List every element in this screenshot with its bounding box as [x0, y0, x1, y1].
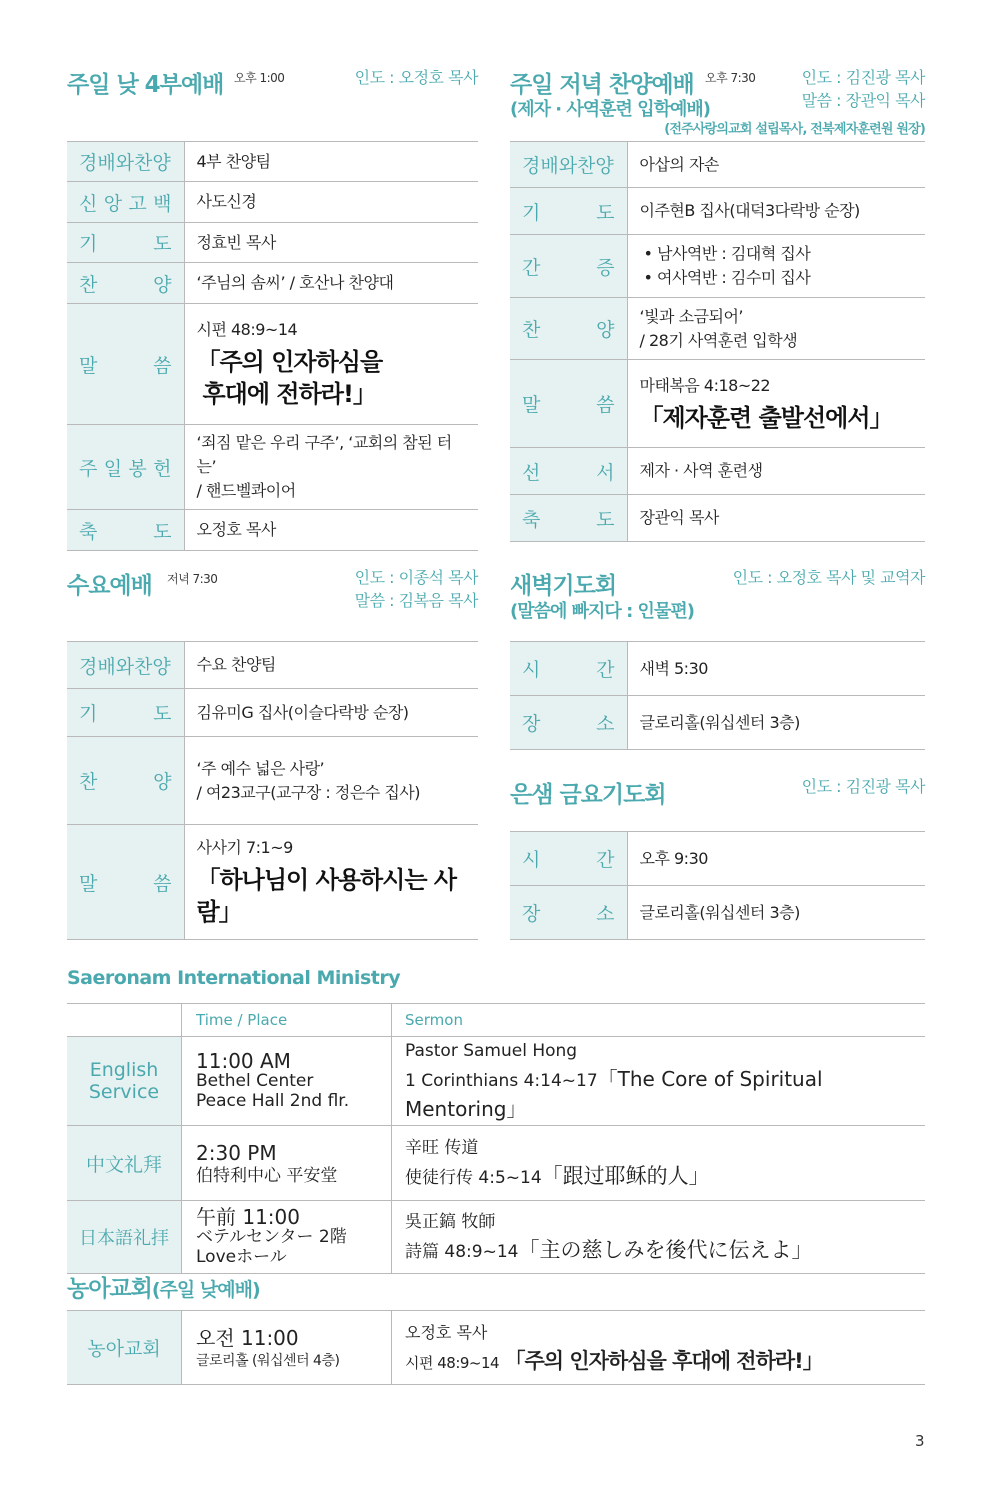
table-row — [67, 304, 478, 425]
table-row — [510, 298, 925, 360]
friday-title: 은샘 금요기도회 — [510, 782, 666, 808]
sunday-4th-table — [67, 141, 478, 551]
table-row — [67, 1037, 925, 1126]
row-label: 선 서 — [510, 448, 627, 495]
table-row — [67, 1311, 925, 1385]
row-value — [184, 425, 478, 510]
row-label: 간 증 — [510, 235, 627, 298]
sunday-evening-title: 주일 저녁 찬양예배 — [510, 72, 694, 98]
sermon-title: 「The Core of Spiritual Mentoring」 — [405, 1067, 823, 1121]
row-label: 주 일 봉 헌 — [67, 425, 184, 510]
page-number: 3 — [915, 1432, 925, 1450]
praise-performer: / 28기 사역훈련 입학생 — [639, 330, 798, 350]
praise-song: ‘빛과 소금되어’ — [639, 306, 743, 326]
dawn-title: 새벽기도회 — [510, 573, 617, 599]
row-value: 오정호 목사 — [184, 510, 478, 551]
time-place: 午前 11:00 ベテルセンター 2階 Loveホール — [182, 1201, 392, 1274]
sermon-cell — [184, 825, 478, 940]
row-value: 글로리홀(워십센터 3층) — [627, 886, 925, 940]
table-row — [510, 696, 925, 750]
table-row — [67, 425, 478, 510]
sermon-info: 오정호 목사 시편 48:9~14 「주의 인자하심을 후대에 전하라!」 — [392, 1311, 926, 1385]
sermon-info: Pastor Samuel Hong 1 Corinthians 4:14~17「The Core of Spiritual Mentoring」 — [392, 1037, 926, 1126]
row-value: 김유미G 집사(이슬다락방 순장) — [184, 689, 478, 737]
sunday-evening-table — [510, 141, 925, 542]
table-row — [67, 1201, 925, 1274]
wednesday-time: 저녁 7:30 — [167, 572, 218, 586]
wednesday-table — [67, 641, 478, 940]
table-row — [67, 737, 478, 825]
table-row — [67, 223, 478, 263]
time-place: 2:30 PM 伯特利中心 平安堂 — [182, 1126, 392, 1201]
intl-header-row — [67, 1004, 925, 1037]
table-row — [510, 832, 925, 886]
table-row — [67, 825, 478, 940]
row-label: 경배와찬양 — [67, 642, 184, 689]
table-row — [510, 448, 925, 495]
deaf-church-table — [67, 1310, 925, 1385]
table-row — [510, 235, 925, 298]
sermon-title: 「跟过耶稣的人」 — [541, 1164, 710, 1188]
row-value — [627, 235, 925, 298]
sermon-info: 吳正鎬 牧師 詩篇 48:9~14「主の慈しみを後代に伝えよ」 — [392, 1201, 926, 1274]
row-label: 말 씀 — [67, 825, 184, 940]
row-value: 수요 찬양팀 — [184, 642, 478, 689]
time-place: 11:00 AM Bethel Center Peace Hall 2nd flr. — [182, 1037, 392, 1126]
row-label: 말 씀 — [67, 304, 184, 425]
offering-hymns: ‘죄짐 맡은 우리 구주’, ‘교회의 참된 터는’ — [196, 433, 452, 476]
sermon-title-line2: 후대에 전하라!」 — [202, 380, 376, 408]
row-value: 제자 · 사역 훈련생 — [627, 448, 925, 495]
table-row — [510, 142, 925, 188]
wednesday-title: 수요예배 — [67, 573, 152, 599]
row-value: ‘주님의 솜씨’ / 호산나 찬양대 — [184, 263, 478, 304]
time-place: 오전 11:00 글로리홀 (워십센터 4층) — [182, 1311, 392, 1385]
sunday-4th-title: 주일 낮 4부예배 — [67, 72, 224, 98]
scripture-ref: 시편 48:9~14 — [196, 320, 298, 339]
table-row — [510, 642, 925, 696]
service-name: 농아교회 — [67, 1311, 182, 1385]
intl-table — [67, 1003, 925, 1274]
service-name: English Service — [67, 1037, 182, 1126]
row-label: 찬 양 — [67, 263, 184, 304]
row-label: 찬 양 — [510, 298, 627, 360]
intl-title: Saeronam International Ministry — [67, 967, 401, 989]
table-row — [510, 495, 925, 542]
row-value — [627, 298, 925, 360]
row-label: 축 도 — [510, 495, 627, 542]
table-row — [67, 182, 478, 223]
friday-table — [510, 831, 925, 940]
table-row — [510, 188, 925, 235]
scripture-ref: 마태복음 4:18~22 — [639, 375, 771, 395]
service-name: 中文礼拜 — [67, 1126, 182, 1201]
table-row — [67, 642, 478, 689]
row-value: 장관익 목사 — [627, 495, 925, 542]
sunday-4th-time: 오후 1:00 — [234, 71, 285, 85]
row-label: 기 도 — [510, 188, 627, 235]
table-row — [67, 1126, 925, 1201]
offering-performer: / 핸드벨콰이어 — [196, 481, 296, 500]
row-value: 오후 9:30 — [627, 832, 925, 886]
dawn-table — [510, 641, 925, 750]
sermon-cell — [627, 360, 925, 448]
deaf-church-title: 농아교회(주일 낮예배) — [67, 1276, 260, 1302]
dawn-subtitle: (말씀에 빠지다 : 인물편) — [510, 601, 694, 622]
col-time-place: Time / Place — [182, 1004, 392, 1037]
preacher-note: (전주사랑의교회 설립목사, 전북제자훈련원 원장) — [664, 122, 925, 137]
table-row — [510, 360, 925, 448]
row-value: 새벽 5:30 — [627, 642, 925, 696]
sermon-title: 「주의 인자하심을 후대에 전하라!」 — [504, 1348, 823, 1373]
sermon-title-line1: 「주의 인자하심을 — [196, 348, 383, 376]
sunday-evening-lead: 인도 : 김진광 목사 — [801, 68, 925, 87]
row-label: 말 씀 — [510, 360, 627, 448]
wednesday-preacher: 말씀 : 김복음 목사 — [354, 591, 478, 610]
row-label: 축 도 — [67, 510, 184, 551]
sunday-evening-preacher: 말씀 : 장관익 목사 — [801, 91, 925, 110]
table-row — [67, 263, 478, 304]
sunday-evening-subtitle: (제자 · 사역훈련 입학예배) — [510, 99, 710, 120]
row-label: 장 소 — [510, 886, 627, 940]
row-value: 이주현B 집사(대덕3다락방 순장) — [627, 188, 925, 235]
row-value: 아삽의 자손 — [627, 142, 925, 188]
praise-song: ‘주 예수 넓은 사랑’ — [196, 758, 325, 778]
sunday-evening-time: 오후 7:30 — [705, 71, 756, 85]
row-label: 장 소 — [510, 696, 627, 750]
sunday-4th-lead: 인도 : 오정호 목사 — [354, 68, 478, 87]
row-label: 찬 양 — [67, 737, 184, 825]
service-name: 日本語礼拝 — [67, 1201, 182, 1274]
sermon-title: 「主の慈しみを後代に伝えよ」 — [518, 1238, 813, 1262]
row-value — [184, 737, 478, 825]
row-label: 기 도 — [67, 223, 184, 263]
sermon-title: 「하나님이 사용하시는 사람」 — [196, 866, 457, 926]
sermon-cell — [184, 304, 478, 425]
sermon-title: 「제자훈련 출발선에서」 — [639, 403, 893, 432]
sermon-info: 辛旺 传道 使徒行传 4:5~14「跟过耶稣的人」 — [392, 1126, 926, 1201]
row-label: 경배와찬양 — [510, 142, 627, 188]
row-label: 시 간 — [510, 642, 627, 696]
row-label: 신 앙 고 백 — [67, 182, 184, 223]
row-value: 정효빈 목사 — [184, 223, 478, 263]
table-row — [67, 689, 478, 737]
friday-lead: 인도 : 김진광 목사 — [801, 777, 925, 796]
row-value: 글로리홀(워십센터 3층) — [627, 696, 925, 750]
table-row — [67, 510, 478, 551]
praise-performer: / 여23교구(교구장 : 정은수 집사) — [196, 782, 420, 802]
row-label: 시 간 — [510, 832, 627, 886]
testimony-men: • 남사역반 : 김대혁 집사 — [643, 244, 811, 263]
col-sermon: Sermon — [392, 1004, 926, 1037]
dawn-lead: 인도 : 오정호 목사 및 교역자 — [732, 568, 925, 587]
table-row — [510, 886, 925, 940]
table-row — [67, 142, 478, 182]
scripture-ref: 사사기 7:1~9 — [196, 838, 293, 857]
wednesday-lead: 인도 : 이종석 목사 — [354, 568, 478, 587]
row-label: 기 도 — [67, 689, 184, 737]
row-value: 4부 찬양팀 — [184, 142, 478, 182]
row-value: 사도신경 — [184, 182, 478, 223]
row-label: 경배와찬양 — [67, 142, 184, 182]
testimony-women: • 여사역반 : 김수미 집사 — [643, 268, 811, 287]
